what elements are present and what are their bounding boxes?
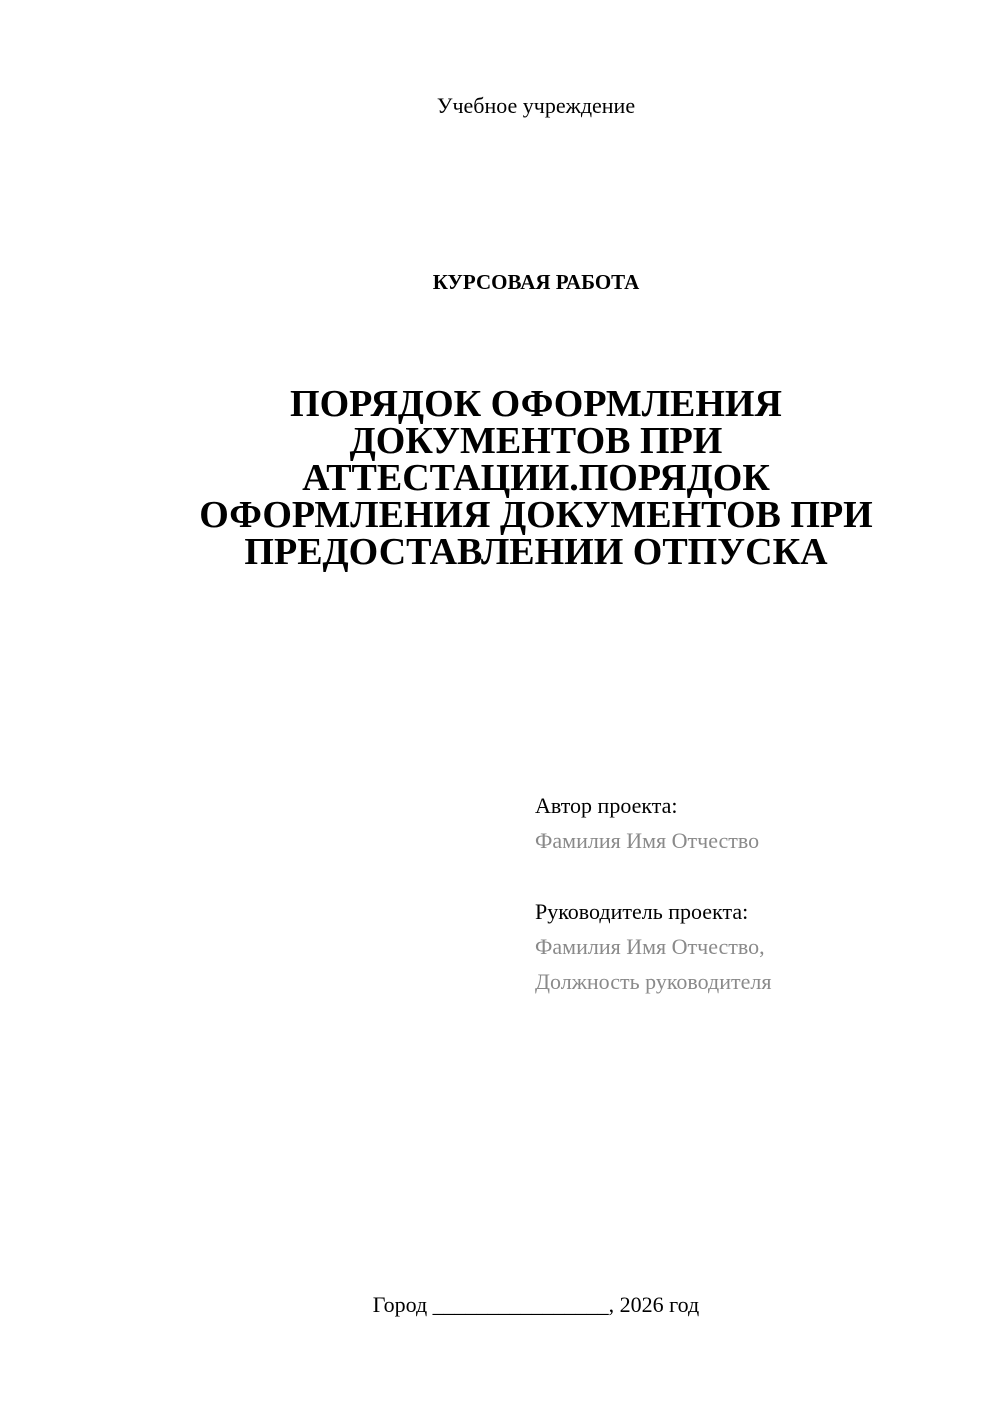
- author-name: Фамилия Имя Отчество: [535, 828, 760, 853]
- author-label: Автор проекта:: [535, 793, 678, 818]
- city-blank: ________________: [432, 1292, 609, 1317]
- work-type-heading: КУРСОВАЯ РАБОТА: [432, 270, 640, 294]
- supervisor-label: Руководитель проекта:: [535, 899, 749, 924]
- supervisor-position: Должность руководителя: [535, 969, 772, 994]
- title-line: АТТЕСТАЦИИ.ПОРЯДОК: [302, 457, 770, 499]
- document-title: [180, 383, 892, 573]
- authors-block: [535, 788, 975, 999]
- city-label: Город: [372, 1292, 428, 1317]
- institution-name: Учебное учреждение: [436, 93, 636, 118]
- title-line: ПОРЯДОК ОФОРМЛЕНИЯ: [290, 383, 782, 425]
- supervisor-name: Фамилия Имя Отчество,: [535, 934, 765, 959]
- year-text: , 2026 год: [608, 1292, 700, 1317]
- title-line: ОФОРМЛЕНИЯ ДОКУМЕНТОВ ПРИ: [199, 494, 873, 536]
- city-year-line: [0, 1290, 1000, 1320]
- title-line: ПРЕДОСТАВЛЕНИИ ОТПУСКА: [244, 531, 828, 573]
- spacer: [535, 858, 975, 894]
- title-line: ДОКУМЕНТОВ ПРИ: [349, 420, 723, 462]
